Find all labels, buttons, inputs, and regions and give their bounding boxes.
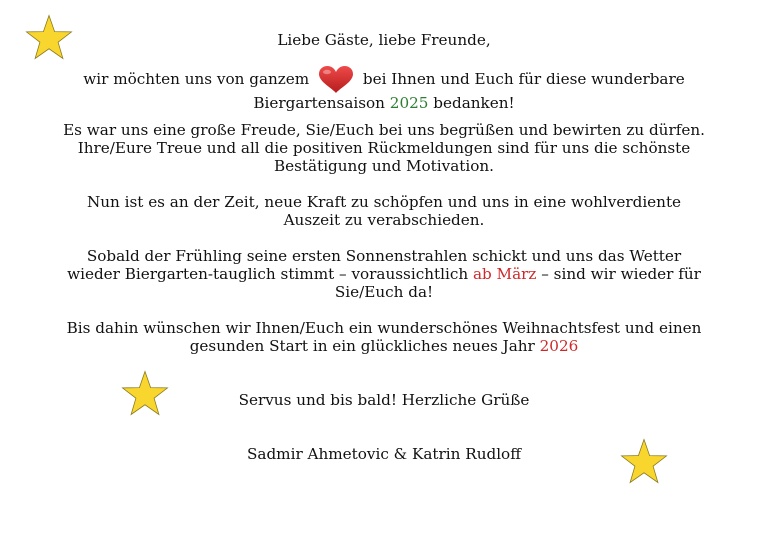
paragraph-joy [0, 121, 768, 175]
star-icon [620, 438, 668, 486]
wishes-text-before-year: gesunden Start in ein glückliches neues Jahr [189, 337, 535, 355]
year-2026: 2026 [539, 337, 579, 355]
paragraph-thanks-line-2 [0, 94, 768, 112]
paragraph-break-line-2: Auszeit zu verabschieden. [283, 211, 485, 229]
reopening-date: ab März [472, 265, 537, 283]
star-icon [121, 370, 169, 418]
paragraph-spring-line-2 [0, 265, 768, 283]
thanks-closing-word: bedanken! [433, 94, 515, 112]
paragraph-joy-line-2: Ihre/Eure Treue und all die positiven Rückmeldungen sind für uns die schönste [77, 139, 691, 157]
thanks-text-before-heart: wir möchten uns von ganzem [83, 70, 310, 88]
closing-line [0, 391, 768, 409]
paragraph-joy-line-3: Bestätigung und Motivation. [273, 157, 494, 175]
paragraph-thanks [0, 66, 768, 112]
thanks-text-after-heart: bei Ihnen und Euch für diese wunderbare [362, 70, 685, 88]
paragraph-wishes [0, 319, 768, 355]
paragraph-spring-line-1: Sobald der Frühling seine ersten Sonnenstrahlen schickt und uns das Wetter [86, 247, 682, 265]
greeting-text: Liebe Gäste, liebe Freunde, [277, 31, 491, 49]
star-icon [25, 14, 73, 62]
paragraph-break [0, 193, 768, 229]
closing-text: Servus und bis bald! Herzliche Grüße [238, 391, 530, 409]
signature-text: Sadmir Ahmetovic & Katrin Rudloff [247, 445, 521, 463]
heart-icon [318, 66, 354, 94]
paragraph-spring [0, 247, 768, 301]
greeting-line [0, 31, 768, 49]
paragraph-thanks-line-1 [0, 66, 768, 94]
paragraph-break-line-1: Nun ist es an der Zeit, neue Kraft zu schöpfen und uns in eine wohlverdiente [86, 193, 682, 211]
paragraph-wishes-line-2 [0, 337, 768, 355]
spring-text-before: wieder Biergarten-tauglich stimmt – voraussichtlich [67, 265, 469, 283]
year-2025: 2025 [389, 94, 429, 112]
season-label: Biergartensaison [253, 94, 385, 112]
paragraph-joy-line-1: Es war uns eine große Freude, Sie/Euch bei uns begrüßen und bewirten zu dürfen. [63, 121, 705, 139]
paragraph-spring-line-3: Sie/Euch da! [334, 283, 434, 301]
spring-text-after: – sind wir wieder für [541, 265, 701, 283]
paragraph-wishes-line-1: Bis dahin wünschen wir Ihnen/Euch ein wunderschönes Weihnachtsfest und einen [66, 319, 702, 337]
